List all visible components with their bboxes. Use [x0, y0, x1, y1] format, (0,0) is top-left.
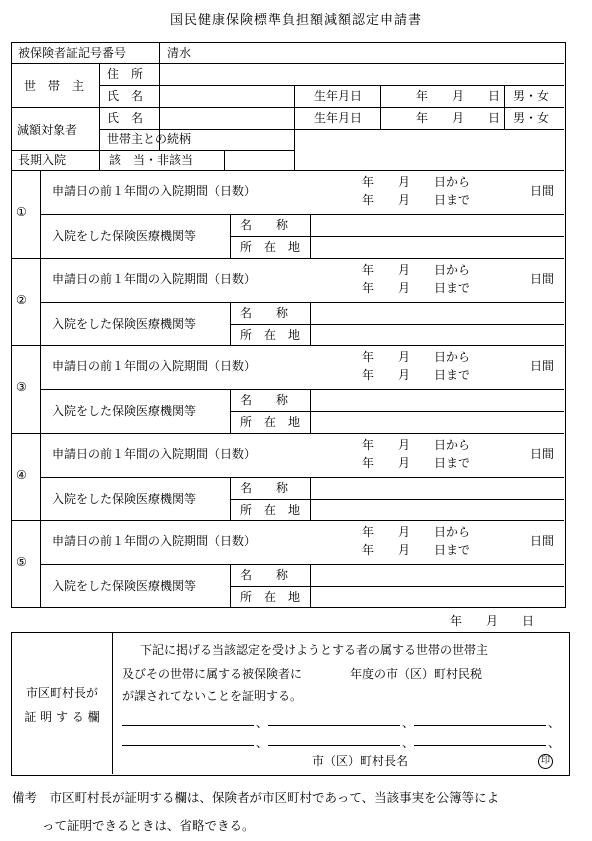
application-date: 年 月 日 — [450, 614, 535, 628]
remarks-line-1: 備考 市区町村長が証明する欄は、保険者が市区町村であって、当該事実を公簿等によ — [12, 790, 500, 805]
institution-label: 入院をした保険医療機関等 — [52, 579, 197, 593]
institution-address-label: 所 在 地 — [240, 240, 301, 254]
certificate-label-2: 証 明 す る 欄 — [24, 710, 100, 724]
separator: 、 — [402, 736, 415, 750]
period-to: 年 月 日まで — [362, 368, 471, 382]
separator: 、 — [256, 736, 269, 750]
institution-name-label: 名 称 — [240, 305, 289, 320]
institution-name-label: 名 称 — [240, 393, 289, 407]
seal-mark: 印 — [538, 753, 553, 769]
remarks-line-2: って証明できるときは、省略できる。 — [42, 818, 255, 833]
period-days: 日間 — [530, 534, 555, 548]
application-form-table — [11, 42, 566, 608]
period-label: 申請日の前１年間の入院期間（日数） — [52, 271, 257, 286]
period-to: 年 月 日まで — [362, 193, 471, 207]
entry-number: ④ — [16, 467, 27, 482]
institution-address-label: 所 在 地 — [240, 327, 301, 342]
period-to: 年 月 日まで — [362, 543, 471, 557]
mayor-name-label: 市（区）町村長名 — [312, 754, 409, 768]
period-label: 申請日の前１年間の入院期間（日数） — [52, 359, 257, 373]
householder-birth-date: 年 月 日 — [416, 89, 501, 103]
institution-address-label: 所 在 地 — [240, 502, 301, 517]
subject-label: 減額対象者 — [17, 123, 78, 137]
institution-label: 入院をした保険医療機関等 — [52, 404, 197, 418]
separator: 、 — [548, 716, 561, 730]
institution-label: 入院をした保険医療機関等 — [52, 491, 197, 506]
page-title: 国民健康保険標準負担額減額認定申請書 — [169, 13, 422, 28]
institution-name-label: 名 称 — [240, 218, 289, 232]
long-stay-label: 長期入院 — [18, 153, 67, 167]
householder-label: 世 帯 主 — [24, 79, 85, 93]
period-from: 年 月 日から — [362, 350, 471, 364]
period-from: 年 月 日から — [362, 437, 471, 452]
institution-name-label: 名 称 — [240, 568, 289, 582]
householder-sex: 男・女 — [513, 89, 550, 103]
subject-name-label: 氏 名 — [107, 111, 144, 125]
entry-number: ① — [16, 205, 27, 219]
certificate-text-2: 及びその世帯に属する被保険者に 年度の市（区）町村民税 — [122, 667, 483, 681]
certificate-text-1: 下記に掲げる当該認定を受けようとする者の属する世帯の世帯主 — [140, 643, 489, 657]
address-label: 住 所 — [107, 67, 144, 81]
period-days: 日間 — [530, 359, 555, 373]
institution-label: 入院をした保険医療機関等 — [52, 316, 197, 331]
long-stay-value: 該 当・非該当 — [109, 153, 194, 167]
subject-birth-label: 生年月日 — [314, 111, 363, 125]
entry-number: ⑤ — [16, 555, 27, 569]
period-days: 日間 — [530, 184, 555, 198]
separator: 、 — [402, 716, 415, 730]
period-label: 申請日の前１年間の入院期間（日数） — [52, 534, 257, 548]
householder-birth-label: 生年月日 — [314, 89, 363, 103]
subject-birth-date: 年 月 日 — [416, 111, 501, 125]
institution-name-label: 名 称 — [240, 480, 289, 495]
period-from: 年 月 日から — [362, 525, 471, 539]
separator: 、 — [548, 736, 561, 750]
period-to: 年 月 日まで — [362, 280, 471, 295]
institution-address-label: 所 在 地 — [240, 590, 301, 604]
insured-id-label: 被保険者証記号番号 — [18, 46, 127, 60]
separator: 、 — [256, 716, 269, 730]
period-label: 申請日の前１年間の入院期間（日数） — [52, 184, 257, 198]
relation-label: 世帯主との続柄 — [107, 132, 192, 146]
institution-label: 入院をした保険医療機関等 — [52, 229, 197, 243]
institution-address-label: 所 在 地 — [240, 415, 301, 429]
certificate-label-1: 市区町村長が — [25, 686, 98, 700]
entry-number: ② — [16, 292, 27, 307]
subject-sex: 男・女 — [513, 111, 550, 125]
certificate-box — [11, 632, 570, 776]
period-days: 日間 — [530, 271, 555, 286]
period-to: 年 月 日まで — [362, 455, 471, 470]
entry-number: ③ — [16, 380, 27, 394]
period-days: 日間 — [530, 446, 555, 461]
householder-name-label: 氏 名 — [107, 89, 144, 103]
insured-id-value: 清水 — [167, 46, 192, 60]
certificate-text-3: が課されてないことを証明する。 — [122, 689, 303, 703]
period-from: 年 月 日から — [362, 262, 471, 277]
period-label: 申請日の前１年間の入院期間（日数） — [52, 446, 257, 461]
period-from: 年 月 日から — [362, 175, 471, 189]
